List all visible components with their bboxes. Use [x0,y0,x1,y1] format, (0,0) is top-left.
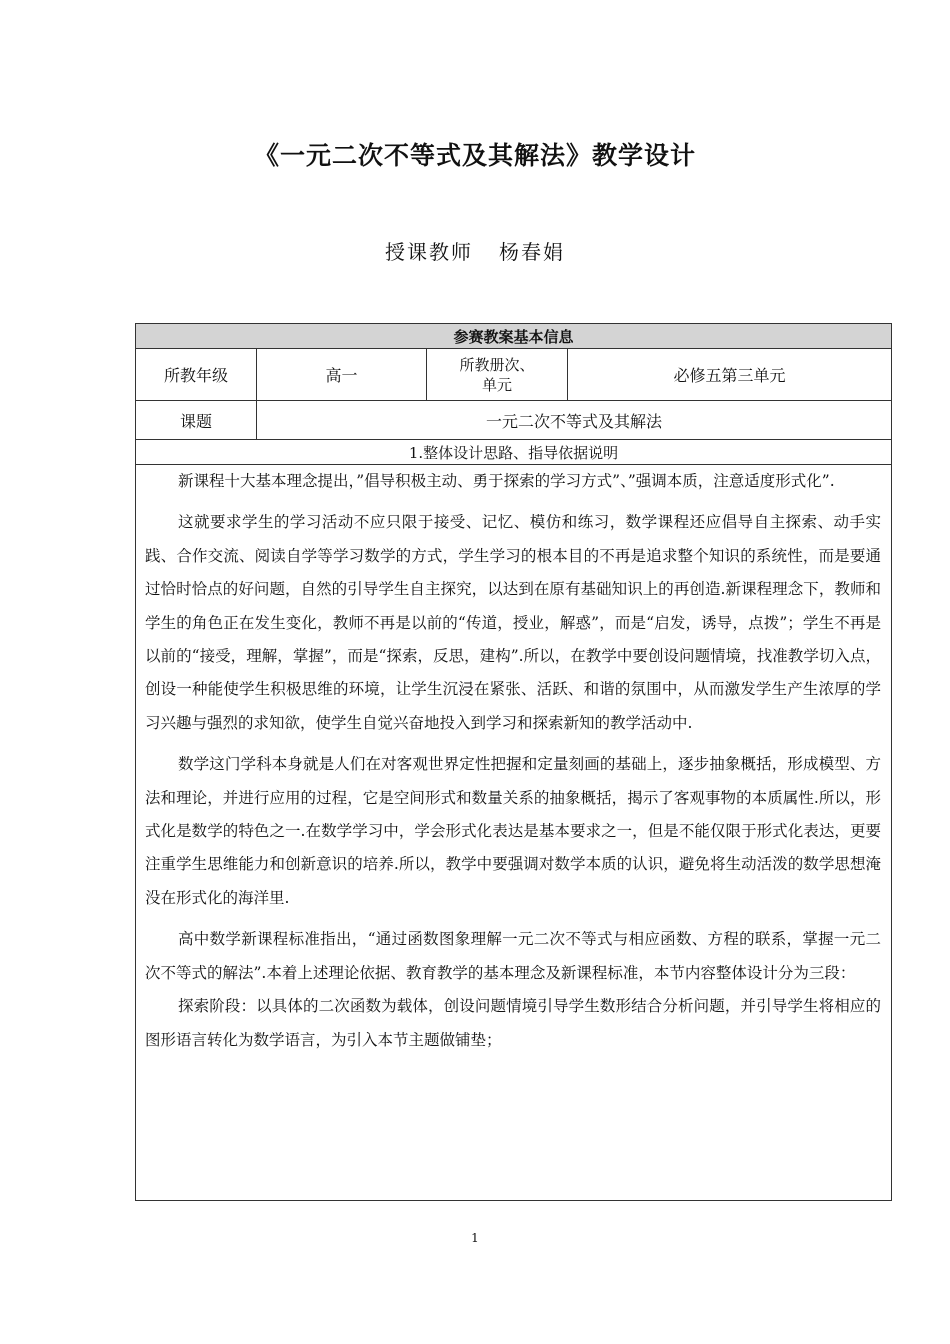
grade-value: 高一 [257,349,427,401]
teacher-line [0,236,950,265]
paragraph: 新课程十大基本理念提出，”倡导积极主动、勇于探索的学习方式”、”强调本质，注意适度形式化”. [178,472,835,490]
volume-label-line1: 所教册次、 [459,355,535,374]
teacher-name: 杨春娟 [499,240,565,264]
teacher-label: 授课教师 [385,240,473,264]
topic-label: 课题 [136,401,257,440]
paragraph: 数学这门学科本身就是人们在对客观世界定性把握和定量刻画的基础上，逐步抽象概括，形成模型、方法和理论，并进行应用的过程，它是空间形式和数量关系的抽象概括，揭示了客观事物的本质属性.所以，形式化是数学的特色之一.在数学学习中，学会形式化表达是基本要求之一，但是不能仅限于形式化表达，更要注重学生思维能力和创新意识的培养.所以，教学中要强调对数学本质的认识，避免将生动活泼的数学思想淹没在形式化的海洋里. [145,755,882,907]
volume-value: 必修五第三单元 [568,349,892,401]
document-title: 《一元二次不等式及其解法》教学设计 [253,141,696,170]
paragraph: 高中数学新课程标准指出，“通过函数图象理解一元二次不等式与相应函数、方程的联系，掌握一元二次不等式的解法”.本着上述理论依据、教育教学的基本理念及新课程标准，本节内容整体设计分为三段： [145,930,882,982]
table-header: 参赛教案基本信息 [136,324,892,349]
info-table [135,323,892,1201]
volume-label-line2: 单元 [481,375,512,394]
topic-value: 一元二次不等式及其解法 [257,401,892,440]
paragraph: 探索阶段：以具体的二次函数为载体，创设问题情境引导学生数形结合分析问题，并引导学生将相应的图形语言转化为数学语言，为引入本节主题做铺垫； [145,997,882,1049]
section-title: 1.整体设计思路、指导依据说明 [136,440,892,465]
section-body [136,465,892,1201]
volume-label [427,349,568,401]
paragraph: 这就要求学生的学习活动不应只限于接受、记忆、模仿和练习，数学课程还应倡导自主探索、动手实践、合作交流、阅读自学等学习数学的方式，学生学习的根本目的不再是追求整个知识的系统性，而是要通过恰时恰点的好问题，自然的引导学生自主探究，以达到在原有基础知识上的再创造.新课程理念下，教师和学生的角色正在发生变化，教师不再是以前的“传道，授业，解惑”，而是“启发，诱导，点拨”；学生不再是以前的“接受，理解，掌握”，而是“探索，反思，建构”.所以，在教学中要创设问题情境，找准教学切入点，创设一种能使学生积极思维的环境，让学生沉浸在紧张、活跃、和谐的氛围中，从而激发学生产生浓厚的学习兴趣与强烈的求知欲，使学生自觉兴奋地投入到学习和探索新知的教学活动中. [145,513,882,732]
grade-label: 所教年级 [136,349,257,401]
page-number: 1 [471,1231,479,1245]
